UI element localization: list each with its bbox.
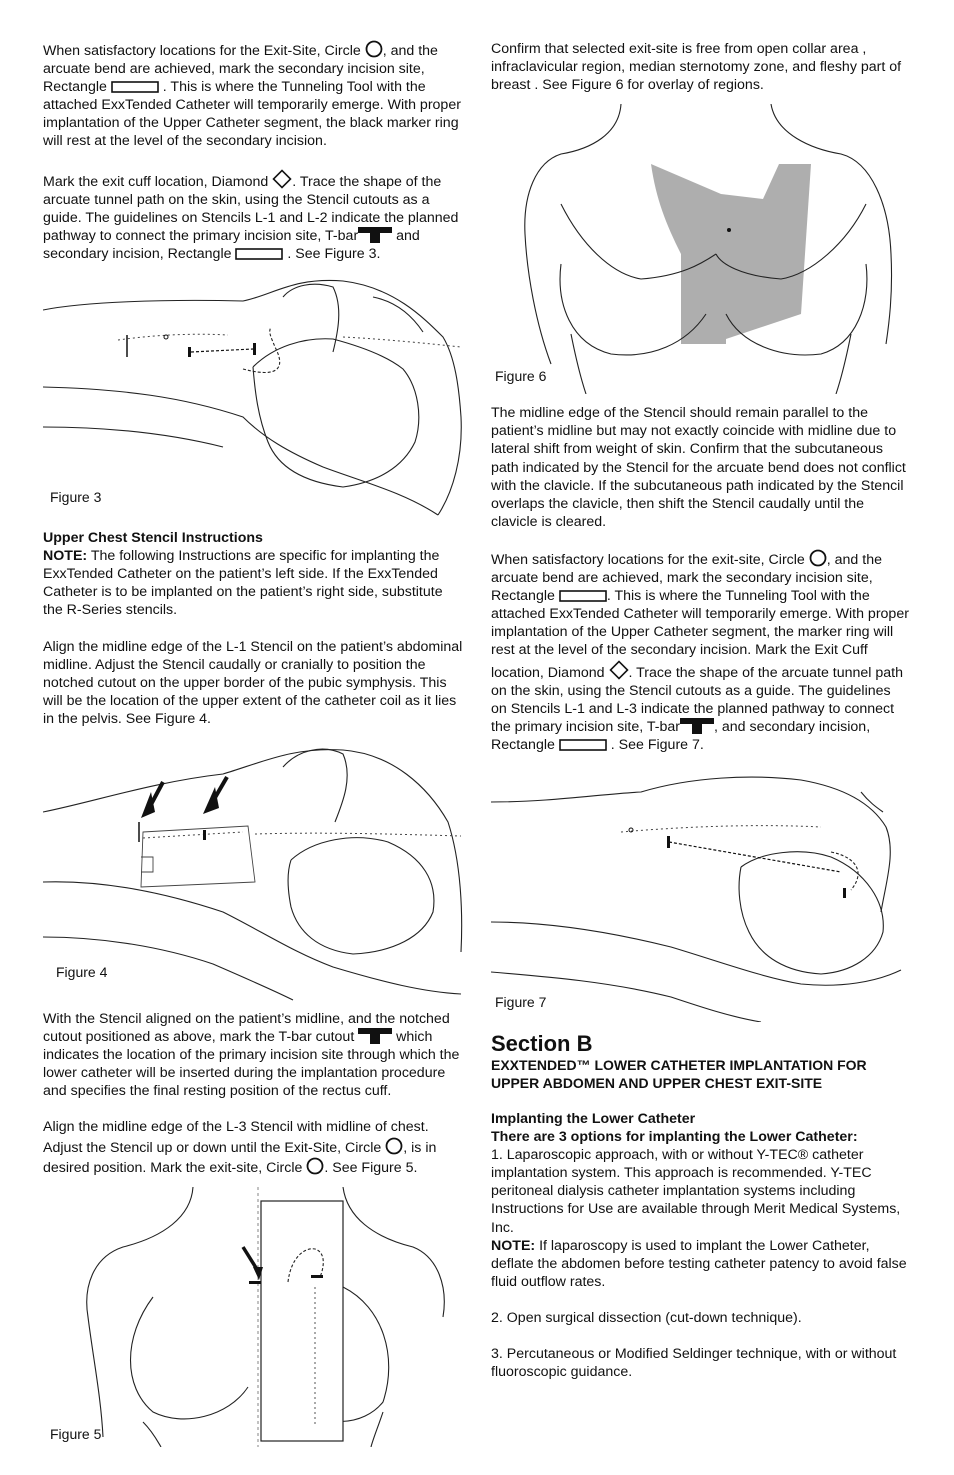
- figure-3-illustration: [43, 277, 463, 517]
- figure-6-caption: Figure 6: [495, 368, 547, 385]
- figure-3: [43, 277, 463, 517]
- figure-7-caption: Figure 7: [495, 993, 547, 1010]
- left-column: [43, 40, 463, 1447]
- rectangle-icon: [559, 738, 607, 752]
- paragraph-midline-edge: The midline edge of the Stencil should remain parallel to the patient’s midline but may not exactly coincide with midline due to lateral shift from weight of skin. Confirm that the subcutaneous path indicated by the Stencil for the arcuate bend does not conflict with the clavicle. If the subcutaneous path indicated by the Stencil overlaps the clavicle, then shift the Stencil caudally until the clavicle is cleared.: [491, 405, 906, 530]
- paragraph-tbar: With the Stencil aligned on the patient’s midline, and the notched cutout positioned as above, mark the T-bar cutout which indicates the location of the primary incision site through which the lower catheter will be inserted during the implantation procedure and specifies the final resting position of the rectus cuff.: [43, 1010, 460, 1100]
- rectangle-icon: [235, 247, 283, 261]
- figure-4-illustration: [43, 742, 463, 1002]
- figure-3-caption: Figure 3: [50, 489, 102, 506]
- option-2: 2. Open surgical dissection (cut-down technique).: [491, 1309, 802, 1326]
- t-bar-icon: [358, 227, 392, 243]
- section-subtitle: EXXTENDED™ LOWER CATHETER IMPLANTATION FOR UPPER ABDOMEN AND UPPER CHEST EXIT-SITE: [491, 1056, 867, 1091]
- paragraph-exit-site-right: When satisfactory locations for the exit-site, Circle , and the arcuate bend are achieved, mark the secondary incision site, Rectangle . This is where the Tunneling Tool with the attached ExxTended Catheter will temporarily emerge. With proper implantation of the Upper Catheter segment, the marker ring will rest at the level of the secondary incision. Mark the Exit Cuff location, Diamond . Trace the shape of the arcuate tunnel path on the skin, using the Stencil cutouts as a guide. The guidelines on Stencils L-1 and L-3 indicate the planned pathway to connect the primary incision site, T-bar , and secondary incision, Rectangle . See Figure 7.: [491, 549, 909, 754]
- section-title: Section B: [491, 1030, 593, 1056]
- figure-6: [491, 104, 909, 394]
- note-laparoscopy: NOTE: If laparoscopy is used to implant the Lower Catheter, deflate the abdomen before testing catheter patency to avoid false fluid outflow rates.: [491, 1237, 907, 1290]
- figure-7: [491, 772, 909, 1022]
- t-bar-icon: [358, 1028, 392, 1044]
- note-paragraph: NOTE: The following Instructions are specific for implanting the ExxTended Catheter on the patient’s left side. If the ExxTended Catheter is to be implanted on the patient’s right side, substitute the R-Series stencils.: [43, 548, 443, 619]
- implanting-heading: Implanting the Lower Catheter: [491, 1110, 696, 1127]
- option-1: 1. Laparoscopic approach, with or without Y-TEC® catheter implantation system. This approach is recommended. Y-TEC peritoneal dialysis catheter implantation systems including Instructions for Use are available through Merit Medical Systems, Inc.: [491, 1147, 901, 1236]
- paragraph-exit-cuff: Mark the exit cuff location, Diamond . Trace the shape of the arcuate tunnel path on the skin, using the Stencil cutouts as a guide. The guidelines on Stencils L-1 and L-2 indicate the planned pathway to connect the primary incision site, T-bar and secondary incision, Rectangle . See Figure 3.: [43, 169, 463, 263]
- circle-icon: [365, 40, 383, 58]
- paragraph-align-l3: Align the midline edge of the L-3 Stencil with midline of chest. Adjust the Stencil up or down until the Exit-Site, Circle , is in desired position. Mark the exit-site, Circle . See Figure 5.: [43, 1119, 437, 1176]
- right-column: [491, 40, 909, 1381]
- circle-icon: [306, 1157, 324, 1175]
- circle-icon: [385, 1137, 403, 1155]
- upper-chest-heading: Upper Chest Stencil Instructions: [43, 530, 263, 547]
- circle-icon: [809, 549, 827, 567]
- rectangle-icon: [559, 589, 607, 603]
- figure-4-caption: Figure 4: [56, 963, 108, 980]
- figure-5-caption: Figure 5: [50, 1425, 102, 1442]
- figure-5: [43, 1187, 463, 1447]
- figure-7-illustration: [491, 772, 909, 1022]
- options-heading: There are 3 options for implanting the Lower Catheter:: [491, 1129, 858, 1146]
- figure-6-illustration: [491, 104, 909, 394]
- diamond-icon: [272, 169, 292, 189]
- option-3: 3. Percutaneous or Modified Seldinger technique, with or without fluoroscopic guidance.: [491, 1346, 897, 1381]
- t-bar-icon: [680, 718, 714, 734]
- diamond-icon: [609, 660, 629, 680]
- figure-4: [43, 742, 463, 1002]
- paragraph-confirm-exit-site: Confirm that selected exit-site is free from open collar area , infraclavicular region, median sternotomy zone, and fleshy part of breast . See Figure 6 for overlay of regions.: [491, 41, 902, 94]
- figure-5-illustration: [43, 1187, 463, 1447]
- rectangle-icon: [111, 80, 159, 94]
- paragraph-exit-site: When satisfactory locations for the Exit-Site, Circle , and the arcuate bend are achieved, mark the secondary incision site, Rectangle . This is where the Tunneling Tool with the attached ExxTended Catheter will temporarily emerge. With proper implantation of the Upper Catheter segment, the black marker ring will rest at the level of the secondary incision.: [43, 40, 463, 151]
- paragraph-align-l1: Align the midline edge of the L-1 Stencil on the patient’s abdominal midline. Adjust the Stencil caudally or cranially to position the notched cutout on the upper border of the pubic symphysis. This will be the location of the upper extent of the catheter coil as it lies in the pelvis. See Figure 4.: [43, 638, 463, 727]
